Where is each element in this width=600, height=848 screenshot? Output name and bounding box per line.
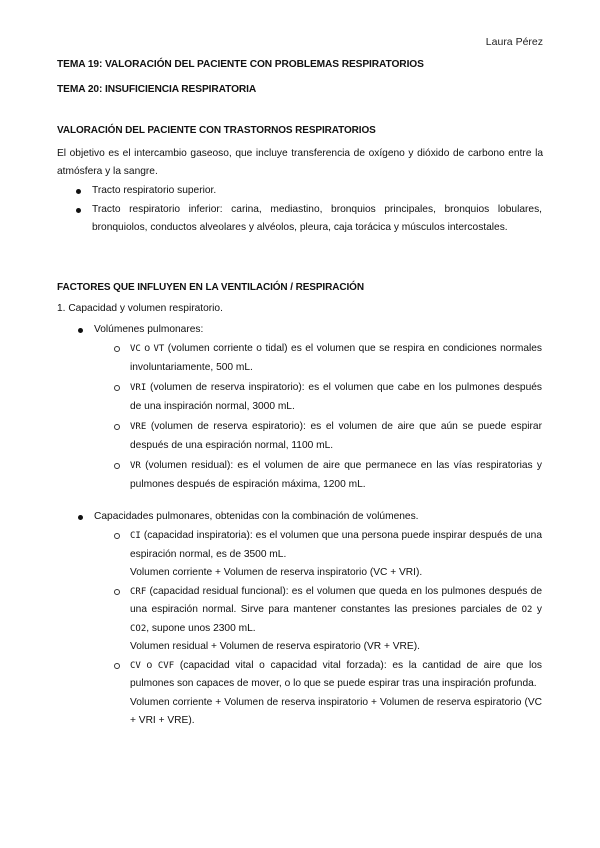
valoracion-bullet-list	[92, 182, 542, 238]
title-tema-20: TEMA 20: INSUFICIENCIA RESPIRATORIA	[57, 84, 257, 95]
list-item: VR (volumen residual): es el volumen de aire que permanece en las vías respiratorias y pulmones después de espiración máxima, 1200 mL.	[130, 457, 542, 494]
author-name: Laura Pérez	[485, 36, 543, 48]
list-item: CI (capacidad inspiratoria): es el volumen que una persona puede inspirar después de una espiración normal, es de 3500 mL. Volumen corriente + Volumen de reserva inspiratorio (VC + VRI).	[130, 527, 542, 583]
list-item: VRE (volumen de reserva espiratorio): es el volumen de aire que aún se puede espirar después de una espiración normal, 1100 mL.	[130, 418, 542, 455]
formula-crf: Volumen residual + Volumen de reserva espiratorio (VR + VRE).	[130, 641, 420, 652]
formula-cv: Volumen corriente + Volumen de reserva inspiratorio + Volumen de reserva espiratorio (VC + VRI + VRE).	[130, 696, 542, 726]
bullet-dot-icon	[78, 328, 83, 333]
bullet-dot-icon	[76, 208, 81, 213]
volumenes-sublist	[130, 340, 542, 494]
bullet-dot-icon	[76, 189, 81, 194]
list-item: VRI (volumen de reserva inspiratorio): es el volumen que cabe en los pulmones después de una inspiración normal, 3000 mL.	[130, 379, 542, 416]
capacidades-sublist	[130, 527, 542, 731]
bullet-circle-icon	[114, 463, 120, 469]
list-item: Tracto respiratorio inferior: carina, mediastino, bronquios principales, bronquios lobulares, bronquiolos, conductos alveolares y alvéolos, pleura, caja torácica y músculos intercostales.	[92, 201, 542, 238]
bullet-circle-icon	[114, 385, 120, 391]
factor-item-1: 1. Capacidad y volumen respiratorio.	[57, 303, 223, 314]
list-item: VC o VT (volumen corriente o tidal) es el volumen que se respira en condiciones normales involuntariamente, 500 mL.	[130, 340, 542, 377]
list-item: CV o CVF (capacidad vital o capacidad vital forzada): es la cantidad de aire que los pulmones son capaces de mover, o lo que se puede espirar tras una inspiración profunda. Volumen corriente + Volumen de reserva inspiratorio + Volumen de reserva espiratorio (VC + VRI + VRE).	[130, 657, 542, 731]
bullet-circle-icon	[114, 663, 120, 669]
intro-paragraph: El objetivo es el intercambio gaseoso, que incluye transferencia de oxígeno y dióxido de carbono entre la atmósfera y la sangre.	[57, 148, 543, 177]
list-item: CRF (capacidad residual funcional): es el volumen que queda en los pulmones después de una espiración normal. Sirve para mantener constantes las presiones parciales de O2 y CO2, supone unos 2300 mL. Volumen residual + Volumen de reserva espiratorio (VR + VRE).	[130, 583, 542, 657]
list-item: Capacidades pulmonares, obtenidas con la combinación de volúmenes.	[94, 508, 542, 527]
formula-ci: Volumen corriente + Volumen de reserva inspiratorio (VC + VRI).	[130, 567, 423, 578]
list-item: Volúmenes pulmonares:	[94, 321, 542, 340]
heading-factores: FACTORES QUE INFLUYEN EN LA VENTILACIÓN / RESPIRACIÓN	[57, 282, 364, 293]
bullet-circle-icon	[114, 424, 120, 430]
bullet-circle-icon	[114, 589, 120, 595]
capacidades-list	[94, 508, 542, 527]
bullet-circle-icon	[114, 346, 120, 352]
list-item: Tracto respiratorio superior.	[92, 182, 542, 201]
bullet-circle-icon	[114, 533, 120, 539]
heading-valoracion: VALORACIÓN DEL PACIENTE CON TRASTORNOS RESPIRATORIOS	[57, 125, 376, 136]
bullet-dot-icon	[78, 515, 83, 520]
title-tema-19: TEMA 19: VALORACIÓN DEL PACIENTE CON PROBLEMAS RESPIRATORIOS	[57, 59, 424, 70]
volumenes-list	[94, 321, 542, 340]
